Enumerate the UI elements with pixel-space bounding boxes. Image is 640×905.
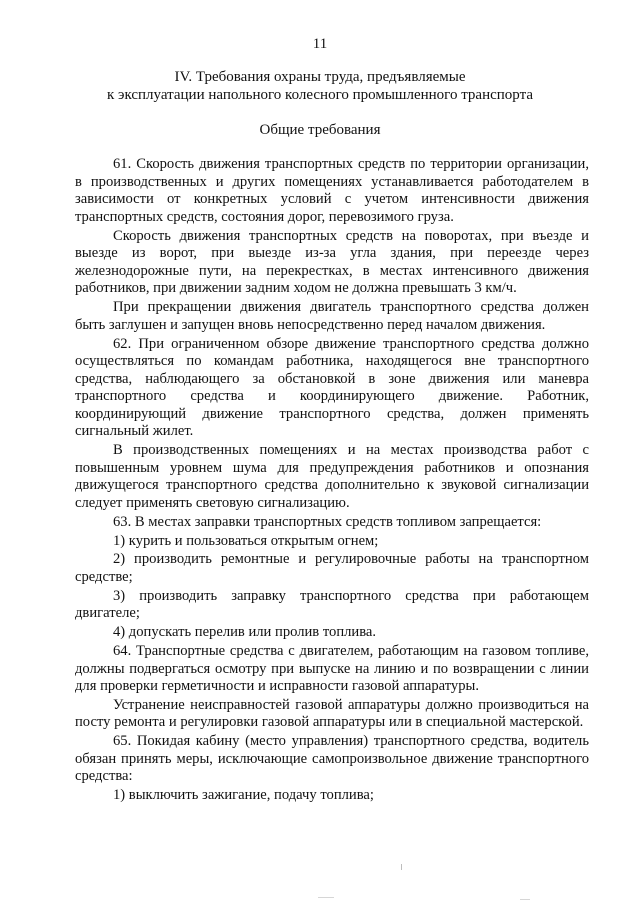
paragraph-64: 64. Транспортные средства с двигателем, работающим на газовом топливе, должны подвергаться осмотру при выпуске на линию и по возвращении с линии для проверки герметичности и исправности газовой аппаратуры.	[75, 642, 589, 695]
section-title	[60, 68, 580, 104]
section-title-line-1: IV. Требования охраны труда, предъявляемые	[174, 69, 466, 85]
scan-artifact	[318, 897, 334, 898]
paragraph-65: 65. Покидая кабину (место управления) транспортного средства, водитель обязан принять меры, исключающие самопроизвольное движение транспортного средства:	[75, 733, 589, 785]
page-number: 11	[312, 36, 328, 52]
paragraph-speed-limits: Скорость движения транспортных средств на поворотах, при въезде и выезде из ворот, при выезде из-за угла здания, при переезде через железнодорожные пути, на перекрестках, в местах интенсивного движения работников, при движении задним ходом не должна превышать 3 км/ч.	[75, 227, 589, 297]
paragraph-61: 61. Скорость движения транспортных средств по территории организации, в производственных и других помещениях устанавливается работодателем в зависимости от конкретных условий с учетом интенсивности движения транспортных средств, состояния дорог, перевозимого груза.	[75, 156, 589, 225]
paragraph-62: 62. При ограниченном обзоре движение транспортного средства должно осуществляться по командам работника, находящегося вне транспортного средства, наблюдающего за обстановкой в зоне движения или маневра транспортного средства и координирующего движение. Работник, координирующий движение транспортного средства, должен применять сигнальный жилет.	[75, 335, 589, 440]
paragraph-light-signals: В производственных помещениях и на местах производства работ с повышенным уровнем шума для предупреждения работников и опознания движущегося транспортного средства дополнительно к звуковой сигнализации следует применять световую сигнализацию.	[75, 442, 589, 512]
scan-artifact	[520, 899, 530, 900]
list-item: 4) допускать перелив или пролив топлива.	[113, 624, 377, 641]
list-item: 2) производить ремонтные и регулировочные работы на транспортном средстве;	[75, 551, 589, 585]
list-item: 3) производить заправку транспортного средства при работающем двигателе;	[75, 587, 589, 622]
paragraph-63: 63. В местах заправки транспортных средств топливом запрещается:	[113, 513, 542, 530]
scan-artifact	[401, 864, 402, 870]
list-item: 1) выключить зажигание, подачу топлива;	[113, 787, 374, 804]
paragraph-engine-stop: При прекращении движения двигатель транспортного средства должен быть заглушен и запущен вновь непосредственно перед началом движения.	[75, 299, 589, 333]
section-title-line-2: к эксплуатации напольного колесного промышленного транспорта	[106, 87, 533, 103]
list-item: 1) курить и пользоваться открытым огнем;	[113, 532, 379, 549]
paragraph-gas-repair: Устранение неисправностей газовой аппаратуры должно производиться на посту ремонта и регулировки газовой аппаратуры или в специальной мастерской.	[75, 696, 589, 731]
subsection-title: Общие требования	[259, 122, 381, 138]
document-body	[75, 156, 589, 806]
